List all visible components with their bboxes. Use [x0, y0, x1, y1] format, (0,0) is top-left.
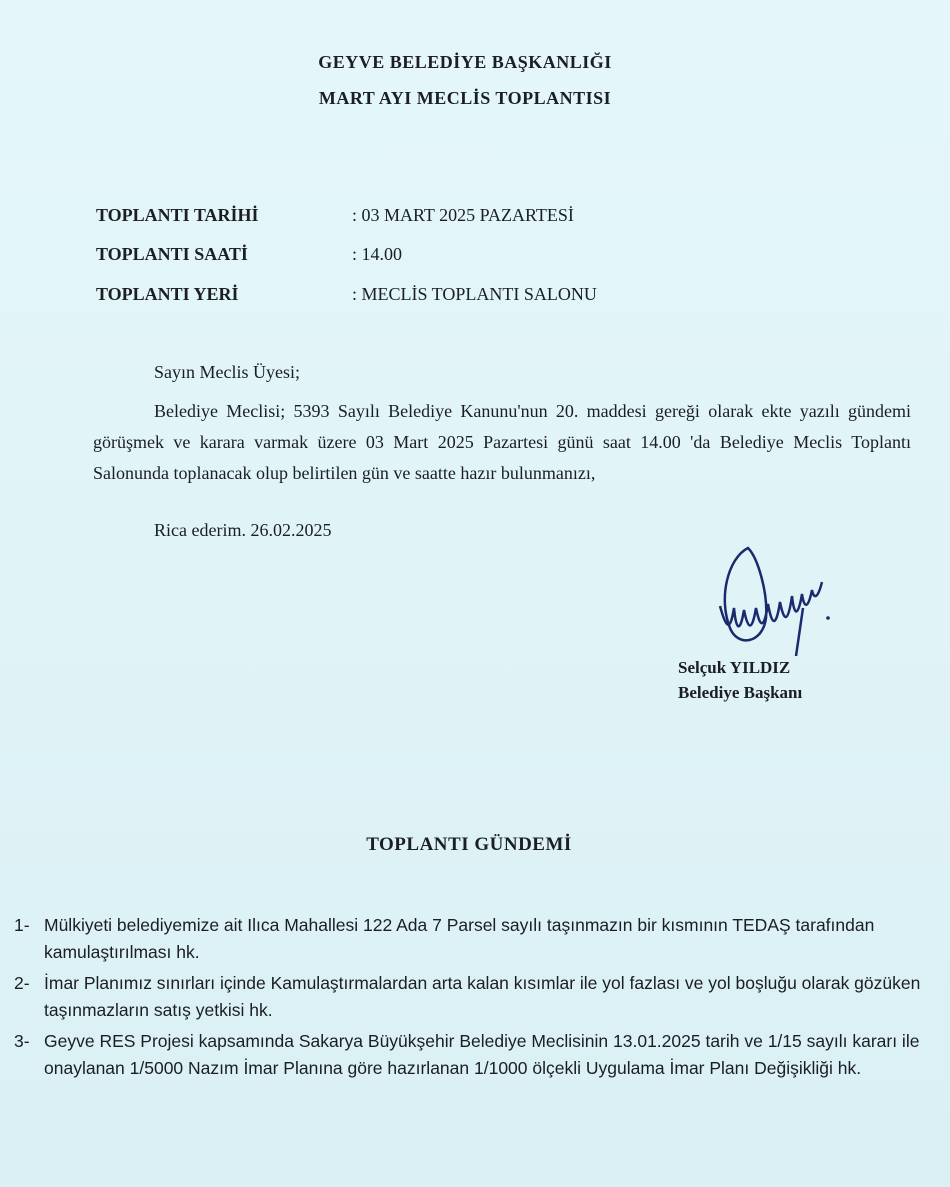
agenda-list	[14, 912, 930, 1086]
meeting-time-label: TOPLANTI SAATİ	[96, 244, 248, 264]
agenda-item-number: 3-	[14, 1031, 30, 1051]
agenda-item-text: İmar Planımız sınırları içinde Kamulaştırmalardan arta kalan kısımlar ile yol fazlası ve yol boşluğu olarak gözüken taşınmazların satış yetkisi hk.	[44, 973, 921, 1020]
institution-title: GEYVE BELEDİYE BAŞKANLIĞI	[318, 52, 612, 72]
agenda-item	[14, 970, 930, 1024]
agenda-item-text: Mülkiyeti belediyemize ait Ilıca Mahallesi 122 Ada 7 Parsel sayılı taşınmazın bir kısmının TEDAŞ tarafından kamulaştırılması hk.	[44, 915, 875, 962]
agenda-item-number: 1-	[14, 915, 30, 935]
salutation: Sayın Meclis Üyesi;	[154, 362, 300, 382]
meeting-date-value: : 03 MART 2025 PAZARTESİ	[352, 205, 574, 225]
agenda-item-number: 2-	[14, 973, 30, 993]
signer-block	[678, 655, 802, 705]
signature-image	[708, 538, 838, 658]
closing-line: Rica ederim. 26.02.2025	[154, 520, 332, 540]
agenda-item	[14, 912, 930, 966]
agenda-item-text: Geyve RES Projesi kapsamında Sakarya Büyükşehir Belediye Meclisinin 13.01.2025 tarih ve 1/15 sayılı kararı ile onaylanan 1/5000 Nazım İmar Planına göre hazırlanan 1/1000 ölçekli Uygulama İmar Planı Değişikliği hk.	[44, 1031, 920, 1078]
meeting-date-label: TOPLANTI TARİHİ	[96, 205, 259, 225]
agenda-item	[14, 1028, 930, 1082]
meeting-title: MART AYI MECLİS TOPLANTISI	[318, 88, 612, 108]
meeting-place-label: TOPLANTI YERİ	[96, 284, 239, 304]
agenda-title: TOPLANTI GÜNDEMİ	[366, 834, 572, 855]
meeting-place-value: : MECLİS TOPLANTI SALONU	[352, 284, 597, 304]
meeting-time-value: : 14.00	[352, 244, 403, 264]
signer-name: Selçuk YILDIZ	[678, 658, 791, 677]
letter-body: Belediye Meclisi; 5393 Sayılı Belediye Kanunu'nun 20. maddesi gereği olarak ekte yazılı gündemi görüşmek ve karara varmak üzere 03 Mart 2025 Pazartesi günü saat 14.00 'da Belediye Meclis Toplantı Salonunda toplanacak olup belirtilen gün ve saatte hazır bulunmanızı,	[93, 401, 911, 483]
signer-title: Belediye Başkanı	[678, 683, 803, 702]
